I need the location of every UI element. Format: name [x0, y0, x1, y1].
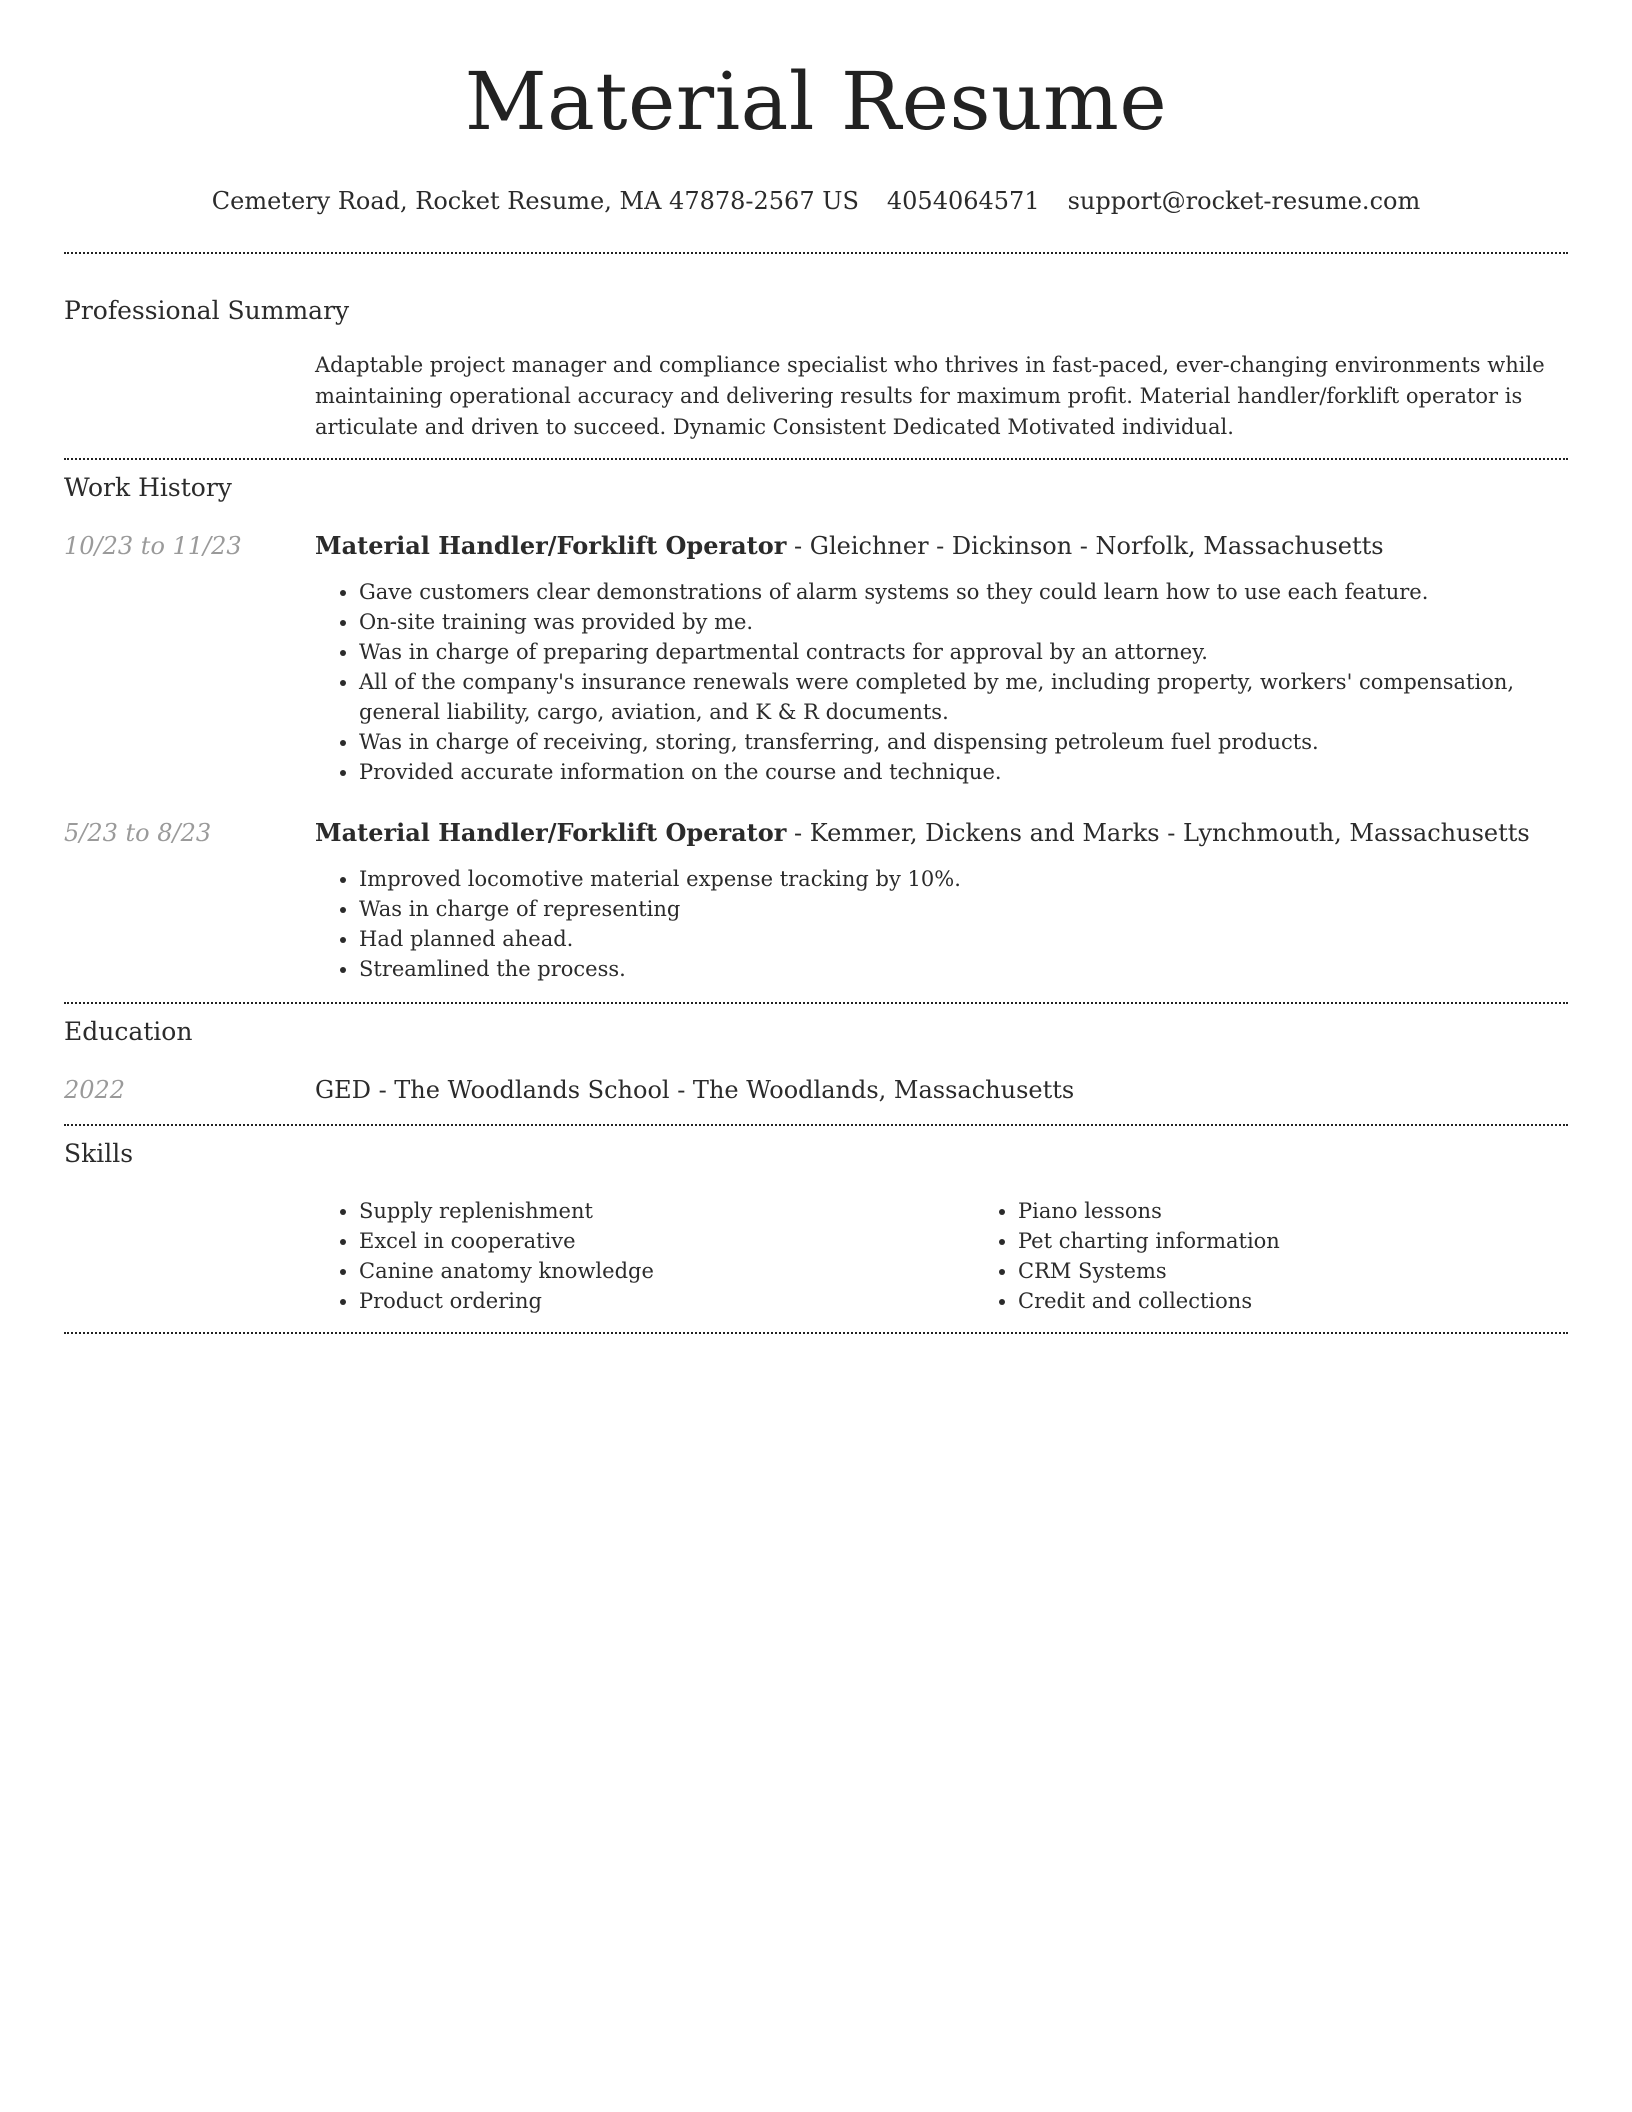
skill-item: • Piano lessons: [1018, 1196, 1632, 1226]
skills-spacer: [64, 1196, 315, 1316]
skill-item: • Supply replenishment: [359, 1196, 974, 1226]
job-bullets: [315, 864, 1568, 984]
skills-section: [64, 1138, 1568, 1316]
job-entry: [64, 530, 1568, 787]
job-bullets: [315, 577, 1568, 787]
summary-spacer: [64, 350, 315, 443]
skills-row: [64, 1196, 1568, 1316]
contact-address: Cemetery Road, Rocket Resume, MA 47878-2567 US: [211, 187, 859, 215]
skills-grid: [315, 1196, 1632, 1316]
job-employer: - Kemmer, Dickens and Marks - Lynchmouth, Massachusetts: [786, 819, 1530, 847]
summary-text: Adaptable project manager and compliance specialist who thrives in fast-paced, ever-changing environments while maintaining operational accuracy and delivering results for maximum profit. Material handler/forklift operator is articulate and driven to succeed. Dynamic Consistent Dedicated Motivated individual.: [315, 353, 1545, 439]
job-dates: 10/23 to 11/23: [64, 532, 242, 560]
job-employer: - Gleichner - Dickinson - Norfolk, Massachusetts: [786, 532, 1384, 560]
job-role: Material Handler/Forklift Operator: [315, 818, 787, 847]
work-section: [64, 472, 1568, 984]
education-section: [64, 1016, 1568, 1106]
skill-item: • Product ordering: [359, 1286, 974, 1316]
summary-row: [64, 350, 1568, 443]
job-heading: [315, 817, 1568, 849]
contact-email: support@rocket-resume.com: [1067, 187, 1421, 215]
job-bullet: • Gave customers clear demonstrations of alarm systems so they could learn how to use each feature.: [359, 577, 1568, 607]
education-degree: GED - The Woodlands School - The Woodlands, Massachusetts: [315, 1076, 1075, 1104]
summary-section: [64, 295, 1568, 443]
skills-list-right: [974, 1196, 1632, 1316]
skill-item: • CRM Systems: [1018, 1256, 1632, 1286]
education-details: [315, 1074, 1568, 1106]
job-role: Material Handler/Forklift Operator: [315, 531, 787, 560]
education-entry: [64, 1074, 1568, 1106]
job-dates: 5/23 to 8/23: [64, 819, 212, 847]
contact-phone: 4054064571: [886, 187, 1040, 215]
job-details: [315, 530, 1568, 787]
skill-item: • Credit and collections: [1018, 1286, 1632, 1316]
job-bullet: • All of the company's insurance renewals were completed by me, including property, workers' compensation, general liability, cargo, aviation, and K & R documents.: [359, 667, 1568, 727]
work-title: Work History: [64, 473, 232, 502]
job-bullet: • Improved locomotive material expense tracking by 10%.: [359, 864, 1568, 894]
education-title: Education: [64, 1017, 193, 1046]
job-details: [315, 817, 1568, 984]
work-divider: [64, 1002, 1568, 1004]
skill-item: • Canine anatomy knowledge: [359, 1256, 974, 1286]
summary-title: Professional Summary: [64, 296, 350, 325]
job-heading: [315, 530, 1568, 562]
summary-divider: [64, 458, 1568, 460]
skills-list-left: [315, 1196, 974, 1316]
skills-divider: [64, 1332, 1568, 1334]
job-bullet: • Streamlined the process.: [359, 954, 1568, 984]
job-entry: [64, 817, 1568, 984]
header-divider: [64, 252, 1568, 254]
skill-item: • Excel in cooperative: [359, 1226, 974, 1256]
job-bullet: • Was in charge of receiving, storing, transferring, and dispensing petroleum fuel products.: [359, 727, 1568, 757]
job-bullet: • On-site training was provided by me.: [359, 607, 1568, 637]
job-bullet: • Was in charge of preparing departmental contracts for approval by an attorney.: [359, 637, 1568, 667]
skills-title: Skills: [64, 1139, 134, 1168]
contact-line: [64, 186, 1568, 216]
resume-name: Material Resume: [464, 55, 1168, 148]
job-bullet: • Had planned ahead.: [359, 924, 1568, 954]
job-bullet: • Was in charge of representing: [359, 894, 1568, 924]
education-divider: [64, 1124, 1568, 1126]
job-bullet: • Provided accurate information on the course and technique.: [359, 757, 1568, 787]
skill-item: • Pet charting information: [1018, 1226, 1632, 1256]
summary-body: [315, 350, 1568, 443]
education-year: 2022: [64, 1076, 126, 1104]
